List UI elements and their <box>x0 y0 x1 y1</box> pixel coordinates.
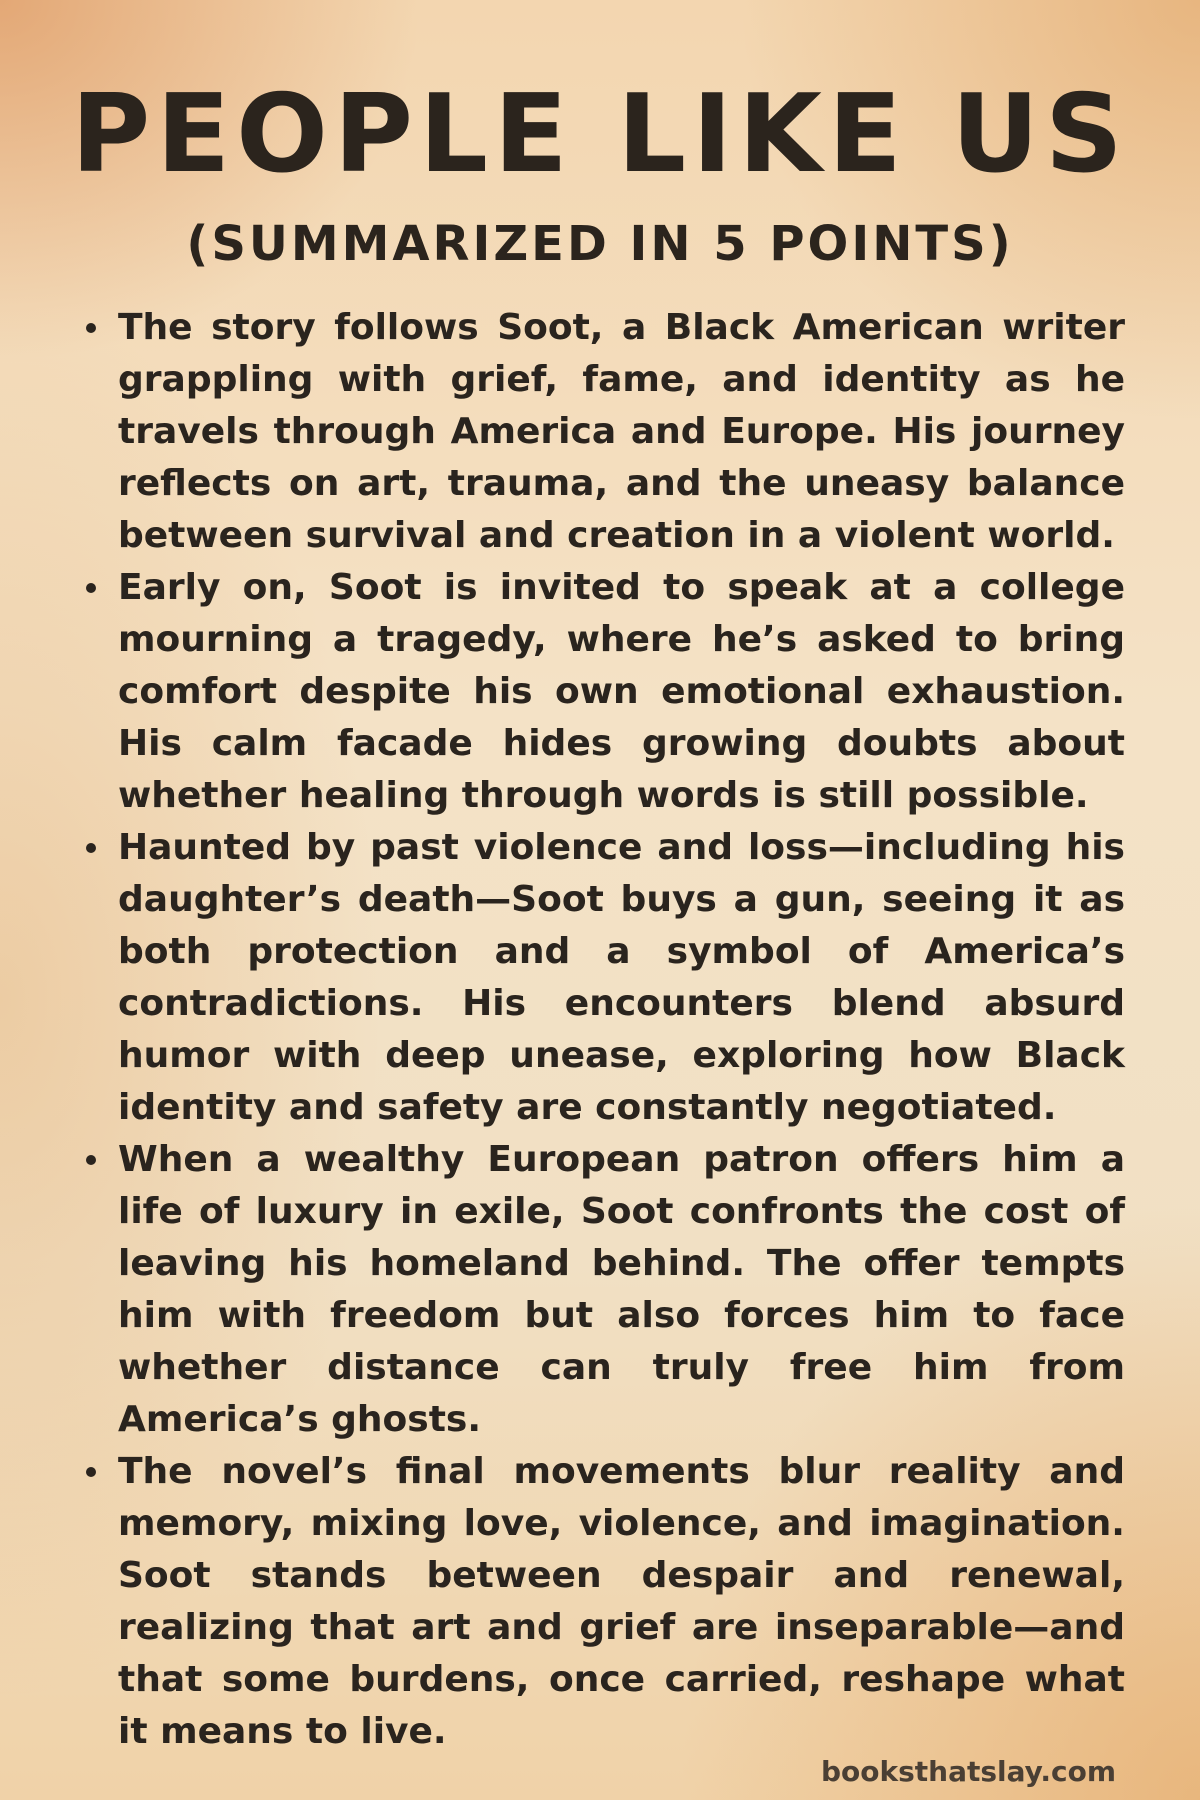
summary-point <box>80 822 1125 1134</box>
summary-point-text: The novel’s final movements blur reality and memory, mixing love, violence, and imagination. Soot stands between despair and renewal, realizing that art and grief are inseparable—and that some burdens, once carried, reshape what it means to live. <box>118 1451 1125 1752</box>
bullet-icon <box>86 843 96 853</box>
summary-point <box>80 302 1125 562</box>
summary-points-list <box>80 302 1125 1758</box>
summary-point-text: The story follows Soot, a Black American writer grappling with grief, fame, and identity as he travels through America and Europe. His journey reflects on art, trauma, and the uneasy balance between survival and creation in a violent world. <box>118 307 1125 556</box>
summary-point-text: Haunted by past violence and loss—including his daughter’s death—Soot buys a gun, seeing it as both protection and a symbol of America’s contradictions. His encounters blend absurd humor with deep unease, exploring how Black identity and safety are constantly negotiated. <box>118 827 1125 1128</box>
summary-point-text: Early on, Soot is invited to speak at a college mourning a tragedy, where he’s asked to bring comfort despite his own emotional exhaustion. His calm facade hides growing doubts about whether healing through words is still possible. <box>118 567 1125 816</box>
bullet-icon <box>86 1155 96 1165</box>
summary-point <box>80 1446 1125 1758</box>
page-subtitle: (SUMMARIZED IN 5 POINTS) <box>186 216 1014 272</box>
page-title: PEOPLE LIKE US <box>71 72 1129 197</box>
site-credit: booksthatslay.com <box>820 1755 1116 1788</box>
summary-point-text: When a wealthy European patron offers him a life of luxury in exile, Soot confronts the cost of leaving his homeland behind. The offer tempts him with freedom but also forces him to face whether distance can truly free him from America’s ghosts. <box>118 1139 1125 1440</box>
bullet-icon <box>86 583 96 593</box>
summary-point <box>80 1134 1125 1446</box>
summary-point <box>80 562 1125 822</box>
bullet-icon <box>86 323 96 333</box>
bullet-icon <box>86 1467 96 1477</box>
